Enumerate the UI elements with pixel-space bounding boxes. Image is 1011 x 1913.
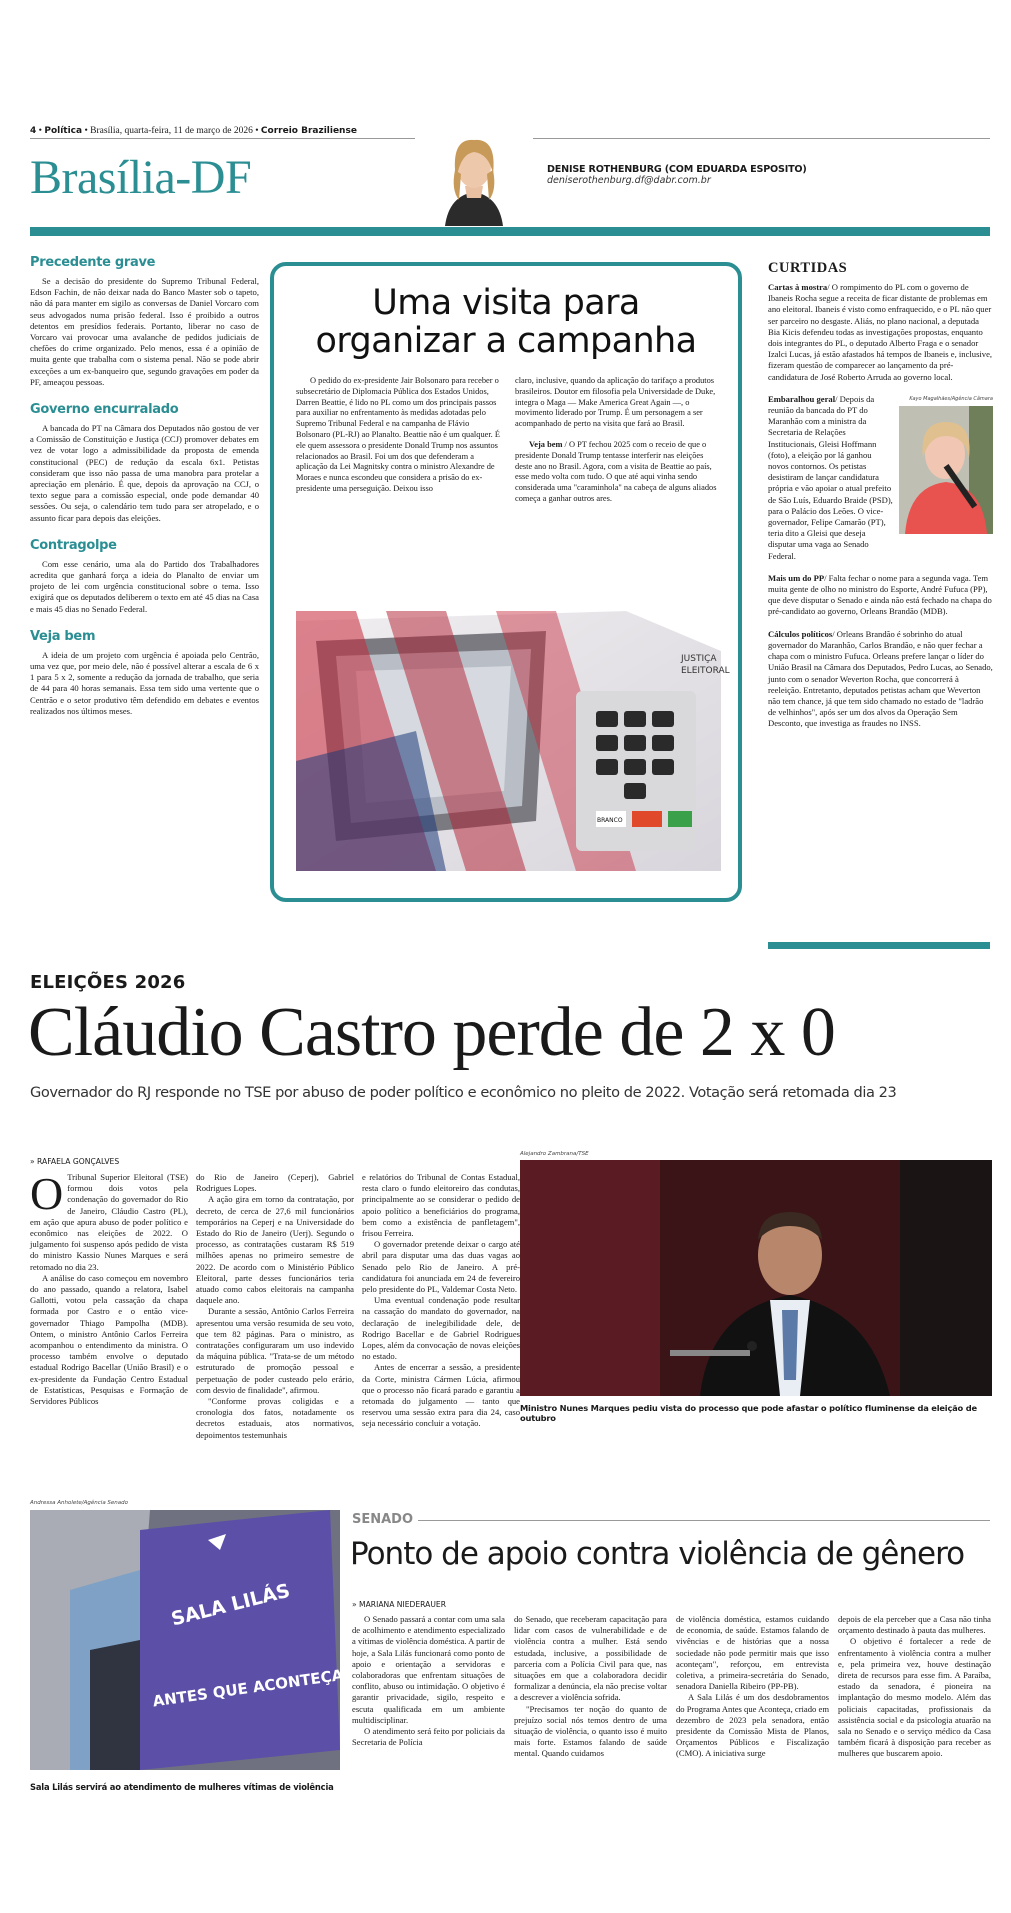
- curtidas-lead: Cálculos políticos: [768, 628, 833, 639]
- curtidas-lead: Mais um do PP: [768, 572, 825, 583]
- box-headline: [274, 284, 738, 360]
- box-col2b-text: O PT fechou 2025 com o receio de que o presidente Donald Trump tentasse interferir nas eleições deste ano no Brasil. Agora, com a visita de Beattie ao país, esse medo volta com tudo. O que até aqui vinha sendo considerada uma "caraminhola" na cabeça de alguns aliados começa a ganhar outros ares.: [515, 439, 717, 503]
- note-text: Se a decisão do presidente do Supremo Tribunal Federal, Edson Fachin, de não deixar nada do Banco Master sob o tapeto, não dá para manter em sigilo as conversas de Daniel Vorcaro com seus advogados numa prisão federal. Isso é proibido a outros detentos em presídios federais. Portanto, liberar no caso de Vorcaro vai provocar uma avalanche de pedidos judiciais de chefões do crime organizado. Pelo menos, essa é a opinião de muita gente que trabalha com o sistema penal. Não se pode abrir exceções a um ex-banqueiro que, segundo gravações em poder da PF, ameaçou pessoas.: [30, 276, 259, 387]
- curtidas-item: Cálculos políticos/ Orleans Brandão é sobrinho do atual governador do Maranhão, Carlos Brandão, e não quer fechar a chapa com o ministro Fufuca. Orleans prefere lançar o líder do União Brasil na Câmara dos Deputados, Pedro Lucas, ao Senado, junto com o senador Weverton Rocha, que concorrerá à reeleição. Entretanto, deputados petistas acham que Weverton não tem chance, já que tem sido chamado no estado de "ladrão de velhinhos", após ser um dos alvos da Operação Sem Desconto, que investiga as fraudes no INSS.: [768, 628, 993, 729]
- article-paragraph: O objetivo é fortalecer a rede de enfrentamento à violência contra a mulher e, pela primeira vez, houve destinação direta de recursos para esse fim. A Paraíba, estado da senadora, é pioneira na implantação do mesmo modelo. Além das policiais capacitadas, profissionais da assistência social e da psicologia atuarão na sala no Senado e o serviço médico da Casa também ficará à disposição para receber as mulheres que buscarem apoio.: [838, 1636, 991, 1759]
- article-paragraph: A Sala Lilás é um dos desdobramentos do Programa Antes que Aconteça, criado em dezembro de 2023 pela senadora, então presidente da Comissão Mista de Planos, Orçamentos Públicos e Fiscalização (CMO). A iniciativa surge: [676, 1692, 829, 1759]
- note-text: Com esse cenário, uma ala do Partido dos Trabalhadores acredita que ganhará força a ideia do Planalto de enviar um projeto de lei com urgência constitucional sobre o tema. Isso exigirá que os deputados deliberem o texto em até 45 dias na Casa e mais 45 dias no Senado Federal.: [30, 558, 259, 614]
- paper-name: Correio Braziliense: [260, 126, 357, 136]
- columnist-block: [547, 164, 807, 186]
- article-column-2: [514, 1614, 667, 1760]
- dateline: Brasília, quarta-feira, 11 de março de 2026: [90, 126, 253, 136]
- article-paragraph: A análise do caso começou em novembro do ano passado, quando a relatora, Isabel Gallotti, votou pela cassação da chapa formada por Castro e o então vice-governador Thiago Pampolha (MDB). Ontem, o ministro Antônio Carlos Ferreira acompanhou o entendimento da ministra. O processo também envolve o deputado estadual Rodrigo Bacellar (União Brasil) e o ex-presidente da Fundação Centro Estadual de Estatísticas, Pesquisas e Formação de Servidores Públicos: [30, 1272, 188, 1407]
- box-headline-line1: Uma visita para: [372, 283, 640, 323]
- curtidas-bottom-bar: [768, 942, 990, 949]
- blank-key-label: BRANCO: [597, 817, 623, 824]
- curtidas-text: Orleans Brandão é sobrinho do atual governador do Maranhão, Carlos Brandão, e não quer fechar a chapa com o ministro Fufuca. Orleans prefere lançar o líder do União Brasil na Câmara dos Deputados, Pedro Lucas, ao Senado, junto com o senador Weverton Rocha, que concorrerá à reeleição. Entretanto, deputados petistas acham que Weverton não tem chance, já que tem sido chamado no estado de "ladrão de velhinhos", após ser um dos alvos da Operação Sem Desconto, que investiga as fraudes no INSS.: [768, 628, 993, 729]
- box-body: O pedido do ex-presidente Jair Bolsonaro para receber o subsecretário de Diplomacia Pública dos Estados Unidos, Darren Beattie, é lido no PL como um dos principais passos para auxiliar no enfrentamento às medidas adotadas pelo Supremo Tribunal Federal e na campanha de Flávio Bolsonaro (PL-RJ) ao Planalto. Beattie não é um qualquer. É ele quem assessora o presidente Donald Trump nos assuntos relacionados ao Brasil. Foi um dos que defenderam a aplicação da Lei Magnitsky contra o ministro Alexandre de Moraes e nunca escondeu que considera a prisão do ex-presidente uma perseguição. Deixou isso claro, inclusive, quando da aplicação do tarifaço a produtos brasileiros. Doutor em filosofia pela Universidade de Duke, integra o Maga — Make America Great Again —, o movimento liderado por Trump. É um personagem a ser acompanhado de perto na visita que fará ao Brasil. Veja bem / O PT fechou 2025 com o receio de que o presidente Donald Trump tentasse interferir nas eleições deste ano no Brasil. Agora, com a visita de Beattie ao país, esse medo volta com tudo. O que até aqui vinha sendo considerada uma "caraminhola" na cabeça de alguns aliados começa a ganhar outros ares.: [296, 376, 721, 505]
- article-paragraph: e relatórios do Tribunal de Contas Estadual, resta claro o fundo eleitoreiro das condutas, principalmente ao se considerar o pedido de apoio político a beneficiários do programa, bem como a existência de panfletagem", frisou Ferreira.: [362, 1172, 520, 1239]
- curtidas-lead: Cartas à mostra: [768, 282, 828, 292]
- box-col1-text: O pedido do ex-presidente Jair Bolsonaro para receber o subsecretário de Diplomacia Pública dos Estados Unidos, Darren Beattie, é lido no PL como um dos principais passos para auxiliar no enfrentamento às medidas adotadas pelo Supremo Tribunal Federal e na campanha de Flávio Bolsonaro (PL-RJ) ao Planalto. Beattie não é um qualquer. É ele quem assessora o presidente Donald Trump nos assuntos relacionados ao Brasil. Foi um dos que defenderam a aplicação da Lei Magnitsky contra o ministro Alexandre de Moraes e nunca escondeu que considera a prisão do ex-presidente uma perseguição. Deixou isso: [296, 376, 500, 493]
- kicker-rule: [418, 1520, 990, 1521]
- photo-credit: Kayo Magalhães/Agência Câmara: [909, 395, 993, 402]
- photo-credit: Alejandro Zambrana/TSE: [520, 1151, 589, 1157]
- article-paragraph: do Rio de Janeiro (Ceperj), Gabriel Rodrigues Lopes.: [196, 1172, 354, 1194]
- page-number: 4: [30, 126, 37, 136]
- drop-cap: O: [30, 1168, 64, 1219]
- section-kicker: SENADO: [352, 1512, 414, 1527]
- curtidas-lead: Embaralhou geral: [768, 393, 836, 404]
- article-paragraph: Durante a sessão, Antônio Carlos Ferreira apresentou uma versão resumida de seu voto, que tem 82 páginas. Para o ministro, as contratações configuraram um uso indevido da máquina pública. "Trata-se de um método estruturado de promoção pessoal e perpetuação de poder custeado pelo erário, com desvio de finalidade", afirmou.: [196, 1306, 354, 1395]
- voting-machine-photo: [296, 611, 730, 871]
- article-paragraph: "Precisamos ter noção do quanto de prejuízo social nós temos dentro de uma situação de violência, o quanto isso é muito mais forte. Estamos falando de saúde mental. Quando cuidamos: [514, 1703, 667, 1759]
- columnist-name: DENISE ROTHENBURG (COM EDUARDA ESPOSITO): [547, 164, 807, 175]
- byline: » MARIANA NIEDERAUER: [352, 1600, 446, 1609]
- article-paragraph: O atendimento será feito por policiais da Secretaria de Polícia: [352, 1726, 505, 1748]
- box-subhead: Veja bem: [529, 439, 563, 449]
- folio-line: 4 • Política • Brasília, quarta-feira, 11 de março de 2026 • Correio Braziliense: [30, 126, 990, 139]
- article-paragraph: Uma eventual condenação pode resultar na cassação do mandato do governador, na declaração de inelegibilidade dele, de Rodrigo Bacellar e de Gabriel Rodrigues Lopes, além da convocação de novas eleições no estado.: [362, 1295, 520, 1362]
- photo-sign-antes-que-aconteca: ANTES QUE ACONTEÇA: [151, 1665, 345, 1711]
- note-title: Governo encurralado: [30, 402, 179, 418]
- note-title: Precedente grave: [30, 255, 156, 270]
- note-precedente-grave: [30, 255, 259, 388]
- main-subheadline: Governador do RJ responde no TSE por abuso de poder político e econômico no pleito de 2022. Votação será retomada dia 23: [30, 1084, 897, 1101]
- curtidas-item: Cartas à mostra/ O rompimento do PL com o governo de Ibaneis Rocha segue a receita de ficar distante de problemas em ano eleitoral. Ibaneis é visto como enfraquecido, e o PL não quer ser parceiro no desgaste. Aliás, no plano nacional, a deputada Bia Kicis defendeu todas as investigações propostas, enquanto dois integrantes do PL, o deputado Alberto Fraga e o senador Izalci Lucas, já estão afastados há tempos de Ibaneis e, inclusive, fizeram questão de comparecer ao lançamento da pré-candidatura de José Roberto Arruda ao governo local.: [768, 282, 993, 382]
- article-paragraph: A ação gira em torno da contratação, por decreto, de cerca de 27,6 mil funcionários temporários na Ceperj e na Universidade do Estado do Rio de Janeiro (Uerj). Segundo o processo, as contratações custaram R$ 519 milhões apenas no primeiro semestre de 2022. De acordo com o Ministério Público Eleitoral, parte desses funcionários teria atuado como cabos eleitorais na campanha daquele ano.: [196, 1194, 354, 1306]
- curtidas-item: Mais um do PP/ Falta fechar o nome para a segunda vaga. Tem muita gente de olho no ministro do Esporte, André Fufuca (PP), que deve disputar o Senado e ainda não está fechado na chapa do pré-candidato ao governo, Orleans Brandão (MDB).: [768, 572, 992, 617]
- gleisi-photo: [899, 406, 993, 534]
- section-name: Política: [44, 126, 83, 136]
- curtidas-text: O rompimento do PL com o governo de Ibaneis Rocha segue a receita de ficar distante de problemas em ano eleitoral. Ibaneis é visto como enfraquecido, e o PL não quer ser parceiro no desgaste. Aliás, no plano nacional, a deputada Bia Kicis defendeu todas as investigações propostas, enquanto dois integrantes do PL, o deputado Alberto Fraga e o senador Izalci Lucas, já estão afastados há tempos de Ibaneis e, inclusive, fizeram questão de comparecer ao lançamento da pré-candidatura de José Roberto Arruda ao governo local.: [768, 282, 993, 382]
- masthead-bar: [30, 227, 990, 236]
- note-text: A bancada do PT na Câmara dos Deputados não gostou de ver a Comissão de Constituição e Justiça (CCJ) promover debates em vez de votar logo a admissibilidade da proposta de emenda constitucional (PEC) de redução da escala 6x1. Petistas consideram que isso não passa de uma manobra para protelar a apreciação em plenário. É que, depois da aprovação na CCJ, o texto segue para a comissão especial, onde pode demandar 40 sessões. Ou seja, o calendário tem tudo para ser atropelado, e o assunto ficar para depois das eleições.: [30, 423, 259, 523]
- machine-label-2: ELEITORAL: [681, 666, 730, 676]
- article-paragraph: O Senado passará a contar com uma sala de acolhimento e atendimento especializado a vítimas de violência doméstica. A partir de hoje, a Sala Lilás funcionará como ponto de apoio e orientação a servidoras e colaboradoras que enfrentam situações de conflito, abuso ou intimidação. O objetivo é garantir privacidade, sigilo, respeito e escuta qualificada em um ambiente multidisciplinar.: [352, 1614, 505, 1725]
- curtidas-item: Embaralhou geral/ Depois da reunião da bancada do PT do Maranhão com a ministra da Secretaria de Relações Institucionais, Gleisi Hoffmann (foto), a eleição por lá ganhou novos contornos. Os petistas desistiram de lançar candidatura própria e vão apoiar o atual prefeito de São Luís, Eduardo Braide (PSD), para o Palácio dos Leões. O vice-governador, Felipe Camarão (PT), teria dito a Gleisi que deseja disputar uma vaga ao Senado Federal.: [768, 393, 893, 561]
- photo-caption: Sala Lilás servirá ao atendimento de mulheres vítimas de violência: [30, 1782, 334, 1792]
- machine-label-1: JUSTIÇA: [681, 654, 717, 664]
- article-paragraph: Antes de encerrar a sessão, a presidente da Corte, ministra Cármen Lúcia, afirmou que o processo não ficará parado e garantiu a retomada do julgamento — tanto que reservou uma sessão extra para dia 24, caso seja necessário concluir a votação.: [362, 1362, 520, 1429]
- curtidas-title: CURTIDAS: [768, 260, 848, 276]
- photo-caption: Ministro Nunes Marques pediu vista do processo que pode afastar o político fluminense da eleição de outubro: [520, 1403, 977, 1423]
- section-kicker: ELEIÇÕES 2026: [30, 972, 186, 993]
- box-col2-text: claro, inclusive, quando da aplicação do tarifaço a produtos brasileiros. Doutor em filosofia pela Universidade de Duke, integra o Maga — Make America Great Again —, o movimento liderado por Trump. É um personagem a ser acompanhado de perto na visita que fará ao Brasil.: [515, 376, 716, 429]
- castro-article: [30, 1168, 520, 1441]
- byline: » RAFAELA GONÇALVES: [30, 1157, 120, 1166]
- curtidas-text: Depois da reunião da bancada do PT do Maranhão com a ministra da Secretaria de Relações Institucionais, Gleisi Hoffmann (foto), a eleição por lá ganhou novos contornos. Os petistas desistiram de lançar candidatura própria e vão apoiar o atual prefeito de São Luís, Eduardo Braide (PSD), para o Palácio dos Leões. O vice-governador, Felipe Camarão (PT), teria dito a Gleisi que deseja disputar uma vaga ao Senado Federal.: [768, 393, 893, 561]
- column-masthead: Brasília-DF: [30, 151, 252, 204]
- nunes-marques-photo: [520, 1160, 992, 1396]
- article-column-2: [196, 1172, 354, 1441]
- box-headline-line2: organizar a campanha: [315, 321, 697, 361]
- photo-credit: Andressa Anholete/Agência Senado: [30, 1500, 129, 1506]
- columnist-email[interactable]: deniserothenburg.df@dabr.com.br: [547, 175, 711, 186]
- featured-box: [270, 262, 742, 902]
- article-column-4: [838, 1614, 991, 1760]
- article-column-3: [362, 1172, 520, 1441]
- note-governo-encurralado: [30, 402, 259, 524]
- article-paragraph: de violência doméstica, estamos cuidando de economia, de saúde. Estamos falando de vivências e de histórias que a nossa sociedade não pode permitir mais que isso aconteçam", reforçou, em entrevista coletiva, a primeira-secretária do Senado, senadora Daniella Ribeiro (PP-PB).: [676, 1614, 829, 1692]
- article-paragraph: depois de ela perceber que a Casa não tinha orçamento destinado à pauta das mulheres.: [838, 1614, 991, 1636]
- curtidas-column: [768, 260, 993, 741]
- photo-sign-sala-lilas: SALA LILÁS: [169, 1579, 293, 1631]
- article-paragraph: O governador pretende deixar o cargo até abril para disputar uma das duas vagas ao Senado pelo Rio de Janeiro. A pré-candidatura foi anunciada em 24 de fevereiro pelo presidente do PL, Valdemar Costa Neto.: [362, 1239, 520, 1295]
- article-column-3: [676, 1614, 829, 1760]
- note-title: Veja bem: [30, 628, 96, 644]
- note-title: Contragolpe: [30, 537, 117, 553]
- main-headline: Cláudio Castro perde de 2 x 0: [28, 994, 835, 1071]
- senado-article: [352, 1614, 992, 1760]
- article-column-1: [352, 1614, 505, 1760]
- curtidas-text: Falta fechar o nome para a segunda vaga. Tem muita gente de olho no ministro do Esporte, André Fufuca (PP), que deve disputar o Senado e ainda não está fechado na chapa do pré-candidato ao governo, Orleans Brandão (MDB).: [768, 572, 992, 617]
- article-paragraph: do Senado, que receberam capacitação para lidar com casos de vulnerabilidade e de violência contra a mulher. Está sendo estudada, inclusive, a possibilidade de parceria com a Polícia Civil para que, nas situações em que a colaboradora decidir formalizar a denúncia, ela não precise voltar a descrever a violência sofrida.: [514, 1614, 667, 1703]
- columnist-portrait: [415, 124, 533, 226]
- left-notes-column: [30, 255, 259, 731]
- article-column-1: [30, 1168, 188, 1441]
- sala-lilas-photo: [30, 1510, 345, 1770]
- article-paragraph: "Conforme provas coligidas e a cronologia dos fatos, notadamente os decretos estaduais, atos normativos, depoimentos testemunhais: [196, 1396, 354, 1440]
- note-veja-bem: [30, 629, 259, 717]
- note-text: A ideia de um projeto com urgência é apoiada pelo Centrão, uma vez que, por meio dele, não é possível alterar a escala de 6 x 1 para 5 x 2, somente a redução da jornada de trabalho, que seria de 44 para 40 horas semanais. Essa tem sido uma vertente que o Centrão e o setor produtivo têm defendido em debates e eventos realizados nos últimos meses.: [30, 649, 259, 716]
- note-contragolpe: [30, 538, 259, 615]
- senado-headline: Ponto de apoio contra violência de gênero: [350, 1536, 965, 1572]
- article-paragraph: Tribunal Superior Eleitoral (TSE) formou dois votos pela condenação do governador do Rio de Janeiro, Cláudio Castro (PL), em ação que apura abuso de poder político e econômico nas eleições de 2022. O julgamento foi suspenso após pedido de vista do ministro Kassio Nunes Marques e será retomado no dia 23.: [30, 1172, 188, 1272]
- gleisi-photo-block: [899, 394, 993, 537]
